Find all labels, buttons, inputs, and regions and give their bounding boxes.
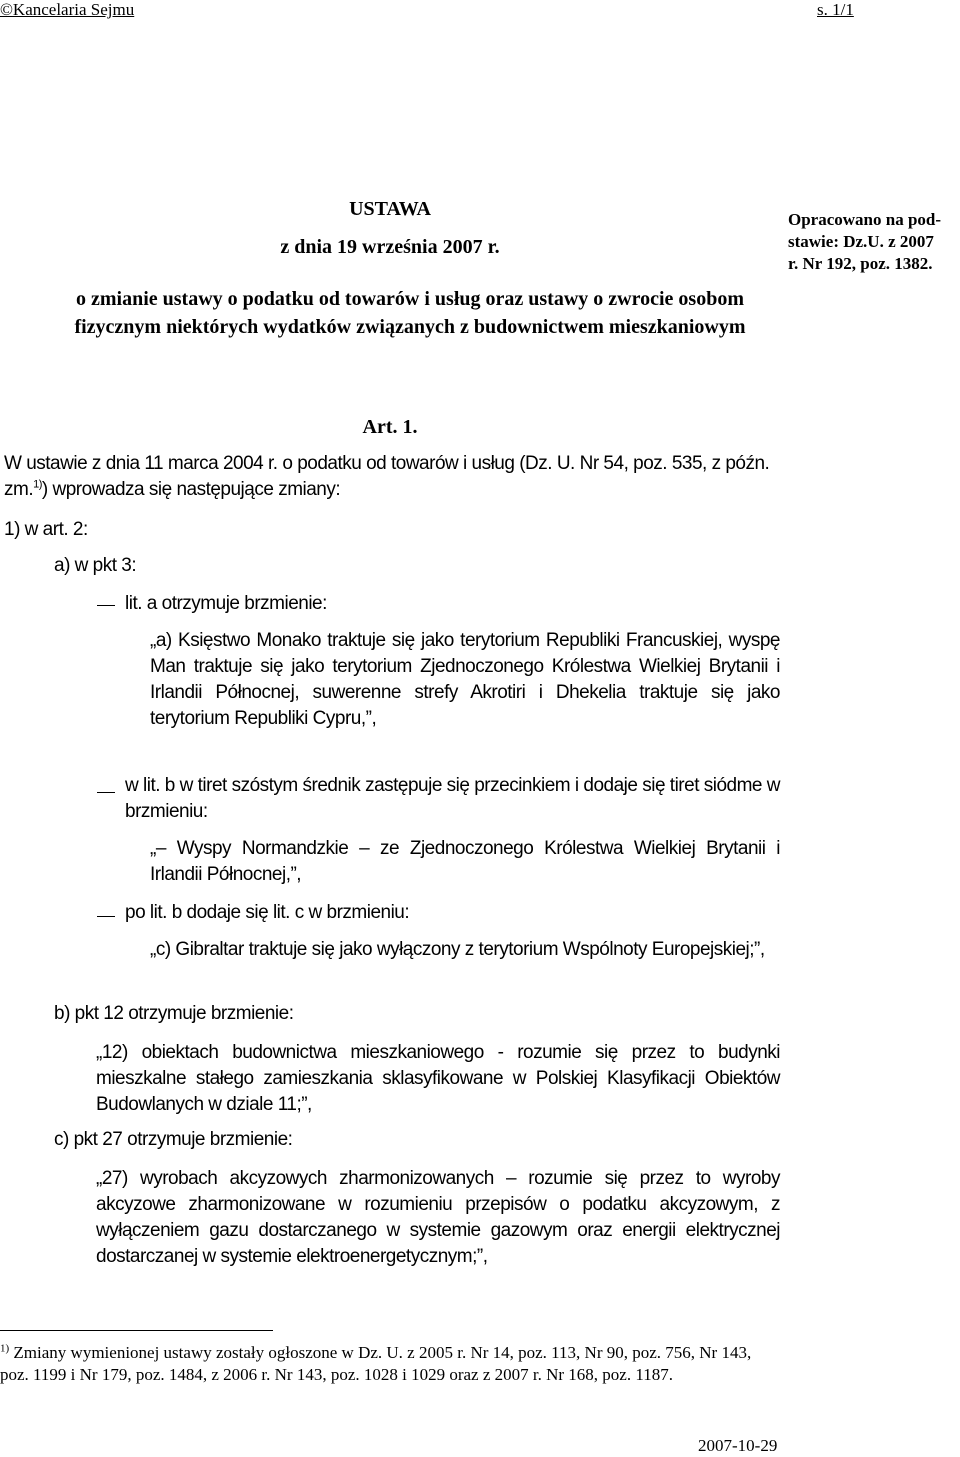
footnote-separator bbox=[0, 1330, 273, 1331]
quoted-provision-lit-a: „a) Księstwo Monako traktuje się jako terytorium Republiki Francuskiej, wyspę Man traktuje się jako terytorium Zjednoczonego Królestwa Wielkiej Brytanii i Irlandii Północnej, suwerenne strefy Akrotiri i Dhekelia traktuje się jako terytorium Republiki Cypru,”, bbox=[150, 630, 780, 729]
act-date: z dnia 19 września 2007 r. bbox=[280, 236, 500, 258]
amendment-lit-c: po lit. b dodaje się lit. c w brzmieniu: bbox=[125, 902, 410, 923]
footnote-text: Zmiany wymienionej ustawy zostały ogłoszone w Dz. U. z 2005 r. Nr 14, poz. 113, Nr 90, poz. 756, Nr 143, poz. 1199 i Nr 179, poz. 1484, z 2006 r. Nr 143, poz. 1028 i 1029 oraz z 2007 r. Nr 168, poz. 1187. bbox=[0, 1343, 752, 1384]
act-subject-line: fizycznym niektórych wydatków związanych z budownictwem mieszkaniowym bbox=[74, 316, 746, 338]
header-page-number: s. 1/1 bbox=[817, 0, 854, 19]
article-heading: Art. 1. bbox=[362, 416, 418, 438]
act-type-title: USTAWA bbox=[349, 198, 431, 220]
dash-bullet bbox=[97, 605, 115, 606]
quoted-provision-tiret: „– Wyspy Normandzkie – ze Zjednoczonego Królestwa Wielkiej Brytanii i Irlandii Północnej,”, bbox=[150, 838, 780, 885]
point-1-a: a) w pkt 3: bbox=[54, 555, 137, 576]
point-1-b: b) pkt 12 otrzymuje brzmienie: bbox=[54, 1003, 294, 1024]
footnote-reference[interactable]: 1) bbox=[33, 478, 42, 491]
article-intro-text: W ustawie z dnia 11 marca 2004 r. o podatku od towarów i usług (Dz. U. Nr 54, poz. 535, z późn. zm. bbox=[4, 453, 770, 500]
source-note bbox=[788, 209, 960, 275]
quoted-provision-lit-c: „c) Gibraltar traktuje się jako wyłączony z terytorium Wspólnoty Europejskiej;”, bbox=[150, 939, 765, 960]
source-note-line: Opracowano na pod- bbox=[788, 210, 942, 229]
amendment-lit-a: lit. a otrzymuje brzmienie: bbox=[125, 593, 327, 614]
footnote bbox=[0, 1342, 780, 1386]
point-1-c: c) pkt 27 otrzymuje brzmienie: bbox=[54, 1129, 293, 1150]
article-intro bbox=[4, 451, 784, 503]
quoted-provision-pkt-27: „27) wyrobach akcyzowych zharmonizowanych – rozumie się przez to wyroby akcyzowe zharmonizowane w rozumieniu przepisów o podatku akcyzowym, z wyłączeniem gazu dostarczanego w systemie gazowym oraz energii elektrycznej dostarczanej w systemie elektroenergetycznym;”, bbox=[96, 1168, 780, 1267]
dash-bullet bbox=[97, 792, 115, 793]
dash-bullet bbox=[97, 916, 115, 917]
amendment-lit-b: w lit. b w tiret szóstym średnik zastępuje się przecinkiem i dodaje się tiret siódme w brzmieniu: bbox=[125, 775, 780, 822]
act-subject-line: o zmianie ustawy o podatku od towarów i usług oraz ustawy o zwrocie osobom bbox=[76, 288, 744, 310]
point-1: 1) w art. 2: bbox=[4, 519, 88, 540]
source-note-line: r. Nr 192, poz. 1382. bbox=[788, 254, 933, 273]
header-publisher: ©Kancelaria Sejmu bbox=[0, 0, 135, 19]
article-intro-text-end: ) wprowadza się następujące zmiany: bbox=[41, 479, 341, 500]
document-date: 2007-10-29 bbox=[698, 1436, 778, 1455]
quoted-provision-pkt-12: „12) obiektach budownictwa mieszkaniowego - rozumie się przez to budynki mieszkalne stałego zamieszkania sklasyfikowane w Polskiej Klasyfikacji Obiektów Budowlanych w dziale 11;”, bbox=[96, 1042, 780, 1115]
act-subject bbox=[30, 285, 790, 341]
footnote-marker: 1) bbox=[0, 1342, 10, 1355]
source-note-line: stawie: Dz.U. z 2007 bbox=[788, 232, 934, 251]
